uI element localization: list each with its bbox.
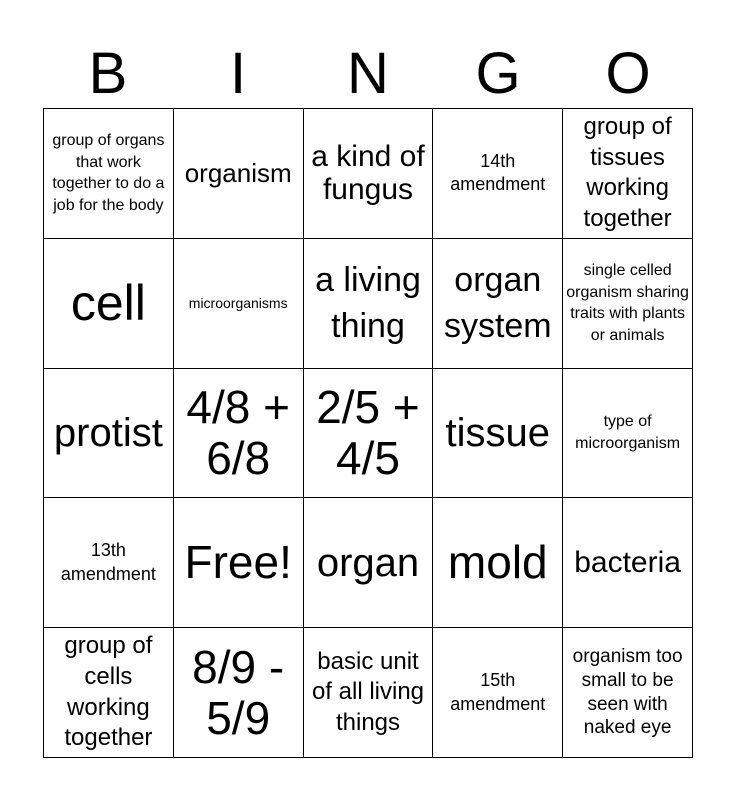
cell-text: 15th amendment [450,670,546,714]
cell-text: organism too small to be seen with naked eye [572,646,683,739]
header-letter-g: G [475,41,521,106]
bingo-cell[interactable] [304,628,434,758]
bingo-cell[interactable] [563,369,693,499]
bingo-cell[interactable] [563,628,693,758]
bingo-cell[interactable] [174,109,304,239]
bingo-cell[interactable] [304,498,434,628]
bingo-cell[interactable] [44,109,174,239]
bingo-cell[interactable] [433,369,563,499]
bingo-header [43,40,693,108]
bingo-cell[interactable] [44,239,174,369]
bingo-cell[interactable] [44,498,174,628]
bingo-cell[interactable] [563,239,693,369]
cell-text: cell [70,275,146,332]
cell-text: 8/9 - 5/9 [192,641,285,744]
cell-text: microorganisms [188,294,288,311]
cell-text: bacteria [574,546,681,580]
bingo-cell[interactable] [563,498,693,628]
cell-text: organ [316,540,420,585]
cell-text: organ system [443,260,552,346]
cell-text: mold [447,536,548,589]
bingo-cell[interactable] [44,628,174,758]
bingo-cell[interactable] [304,109,434,239]
cell-text: 13th amendment [60,540,156,584]
cell-text: a kind of fungus [311,140,425,207]
bingo-cell[interactable] [174,239,304,369]
bingo-cell[interactable] [433,109,563,239]
cell-text: basic unit of all living things [311,647,425,736]
header-letter-n: N [347,41,389,106]
bingo-cell[interactable] [433,628,563,758]
bingo-cell[interactable] [174,498,304,628]
cell-text: group of cells working together [64,632,153,752]
bingo-cell[interactable] [304,369,434,499]
cell-text: group of tissues working together [583,112,672,233]
cell-text: tissue [445,410,551,455]
cell-text: group of organs that work together to do a job for the body [52,132,165,214]
cell-text: type of microorganism [575,413,681,452]
cell-text: a living thing [315,260,421,346]
bingo-cell[interactable] [174,628,304,758]
header-letter-o: O [605,41,651,106]
bingo-cell[interactable] [44,369,174,499]
bingo-cell[interactable] [433,498,563,628]
cell-text: single celled organism sharing traits with plants or animals [566,262,689,344]
cell-text: 4/8 + 6/8 [186,381,290,484]
header-letter-i: I [229,41,247,106]
header-letter-b: B [88,41,128,106]
bingo-board [43,108,693,758]
bingo-cell[interactable] [304,239,434,369]
bingo-cell[interactable] [174,369,304,499]
cell-text: 2/5 + 4/5 [316,381,420,484]
cell-text: Free! [184,536,292,589]
bingo-cell[interactable] [433,239,563,369]
bingo-cell[interactable] [563,109,693,239]
cell-text: 14th amendment [450,151,546,195]
cell-text: organism [184,157,292,188]
cell-text: protist [53,410,163,455]
